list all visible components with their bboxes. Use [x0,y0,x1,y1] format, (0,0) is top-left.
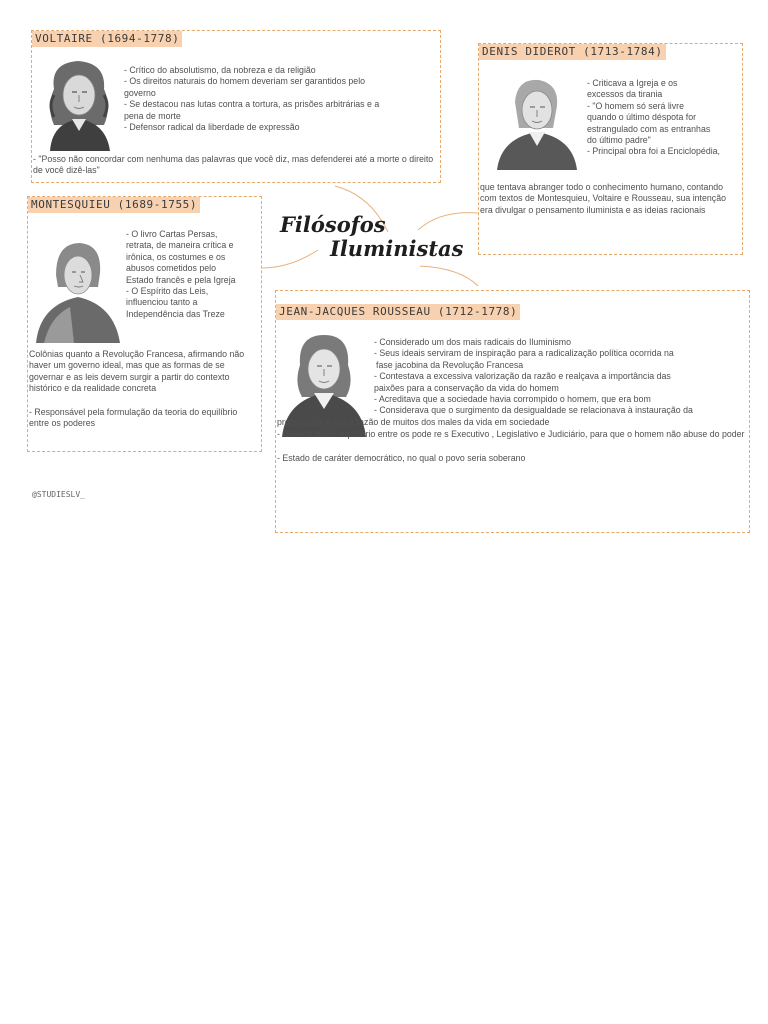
voltaire-portrait [38,55,120,151]
montesquieu-line-7: influenciou tanto a [126,297,198,308]
voltaire-line-2: - Os direitos naturais do homem deveriam ser garantidos pelo [124,76,366,87]
voltaire-bullets [124,65,434,133]
rousseau-p3: - Estado de caráter democrático, no qual o povo seria soberano [277,453,526,463]
diderot-line-6: do último padre" [587,135,651,146]
montesquieu-line-4: abusos cometidos pelo [126,263,216,274]
diderot-portrait [487,72,583,170]
rousseau-card [275,290,750,533]
montesquieu-line-8: Independência das Treze [126,308,225,319]
diderot-line-1: - Criticava a Igreja e os [587,78,678,88]
montesquieu-card [27,196,262,452]
montesquieu-paragraph: Colônias quanto a Revolução Francesa, afirmando não haver um governo ideal, mas que as formas de se governar e as leis devem surgir a partir do contexto histórico e da realidade concreta [29,349,245,394]
rousseau-line-7: - Considerava que o surgimento da desigualdade se relacionava à instauração da [374,405,693,416]
rousseau-line-3: fase jacobina da Revolução Francesa [376,359,524,370]
rousseau-header: JEAN-JACQUES ROUSSEAU (1712-1778) [276,304,520,320]
voltaire-line-6: - Defensor radical da liberdade de expressão [124,122,300,133]
signature: @STUDIESLV_ [32,490,85,499]
voltaire-line-5: pena de morte [124,110,181,121]
diderot-line-5: estrangulado com as entranhas [587,123,711,134]
rousseau-line-4: - Contestava a excessiva valorização da razão e realçava a importância das [374,371,671,382]
voltaire-line-3: governo [124,87,156,98]
rousseau-bullets [374,337,746,417]
diderot-line-3: - "O homem só será livre [587,100,684,111]
diderot-line-7: - Principal obra foi a Enciclopédia, [587,146,721,157]
montesquieu-header: MONTESQUIEU (1689-1755) [28,197,200,213]
voltaire-header: VOLTAIRE (1694-1778) [32,31,182,47]
montesquieu-line-6: - O Espírito das Leis, [126,286,209,297]
montesquieu-line-3: irônica, os costumes e os [126,251,226,262]
rousseau-p2: - Deveria haver equilíbrio entre os pode re s Executivo , Legislativo e Judiciário, para que o homem não abuse do poder [277,429,745,439]
title-line-1: Filósofos [280,212,386,237]
diderot-header: DENIS DIDEROT (1713-1784) [479,44,666,60]
voltaire-quote: - "Posso não concordar com nenhuma das palavras que você diz, mas defenderei até a morte o direito de você dizê-las" [33,154,434,176]
diderot-line-2: excessos da tirania [587,89,663,100]
diderot-line-4: quando o último déspota for [587,112,697,123]
voltaire-line-4: - Se destacou nas lutas contra a tortura, as prisões arbitrárias e a [124,99,380,110]
diderot-card [478,43,743,255]
title-line-2: Iluministas [330,236,464,261]
rousseau-line-6: - Acreditava que a sociedade havia corrompido o homem, que era bom [374,394,651,405]
voltaire-card [31,30,441,183]
rousseau-paragraph: propriedade e era a razão de muitos dos males da vida em sociedade [277,417,550,427]
montesquieu-last: - Responsável pela formulação da teoria do equilíbrio entre os poderes [29,407,238,429]
voltaire-line-1: - Crítico do absolutismo, da nobreza e da religião [124,65,316,75]
diderot-paragraph: que tentava abranger todo o conhecimento humano, contando com textos de Montesquieu, Voltaire e Rousseau, sua intenção era divulgar o pensamento iluminista e as ideias racionais [480,182,726,215]
montesquieu-portrait [30,235,124,343]
montesquieu-line-1: - O livro Cartas Persas, [126,229,218,239]
montesquieu-line-2: retrata, de maneira crítica e [126,240,234,251]
rousseau-line-1: - Considerado um dos mais radicais do Iluminismo [374,337,572,347]
montesquieu-line-5: Estado francês e pela Igreja [126,274,236,285]
diderot-bullets [587,78,741,158]
montesquieu-bullets [126,229,260,320]
rousseau-line-5: paixões para a conservação da vida do homem [374,382,559,393]
rousseau-line-2: - Seus ideais serviram de inspiração para a radicalização política ocorrida na [374,348,674,359]
